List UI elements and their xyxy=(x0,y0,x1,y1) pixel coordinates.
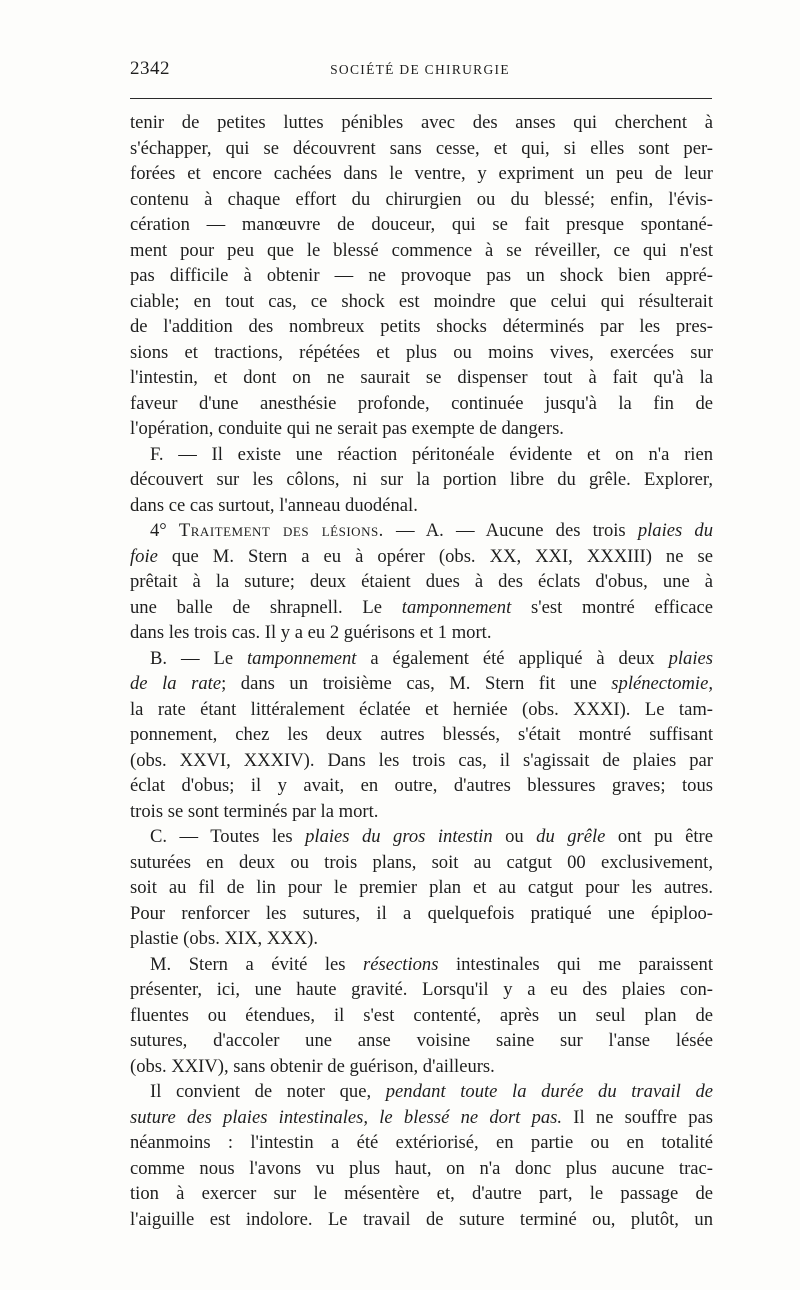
paragraph-convient xyxy=(130,1079,713,1232)
text-line: présenter, ici, une haute gravité. Lorsqu'il y a eu des plaies con- xyxy=(130,979,713,1000)
text-line: prêtait à la suture; deux étaient dues à des éclats d'obus, une à xyxy=(130,571,713,592)
inline-text: s'est montré efficace xyxy=(511,596,713,618)
text-line: cération — manœuvre de douceur, qui se fait presque spontané- xyxy=(130,214,713,235)
emphasis: suture des plaies intestinales, le blessé ne dort pas. xyxy=(130,1106,563,1128)
emphasis: plaies xyxy=(668,647,713,669)
text-line xyxy=(130,646,713,672)
text-line: l'opération, conduite qui ne serait pas exempte de dangers. xyxy=(130,418,564,439)
emphasis: résections xyxy=(363,953,439,975)
text-line: sutures, d'accoler une anse voisine saine sur l'anse lésée xyxy=(130,1030,713,1051)
text-line: dans les trois cas. Il y a eu 2 guérisons et 1 mort. xyxy=(130,622,492,643)
inline-text: B. — Le xyxy=(150,647,247,669)
text-line: de l'addition des nombreux petits shocks déterminés par les pres- xyxy=(130,316,713,337)
section-title: Traitement des lésions. xyxy=(178,520,384,541)
inline-text: une balle de shrapnell. Le xyxy=(130,596,402,618)
text-line xyxy=(130,544,713,570)
section-number: 4° xyxy=(150,520,167,541)
text-line: néanmoins : l'intestin a été extériorisé, en partie ou en totalité xyxy=(130,1132,713,1153)
body-text xyxy=(130,110,713,1232)
text-line xyxy=(130,824,713,850)
text-line: plastie (obs. XIX, XXX). xyxy=(130,928,318,949)
emphasis: tamponnement xyxy=(246,647,357,669)
paragraph-c xyxy=(130,824,713,952)
text-line: l'intestin, et dont on ne saurait se dispenser tout à fait qu'à la xyxy=(130,367,713,388)
paragraph-f xyxy=(130,442,713,519)
text-line xyxy=(130,1079,713,1105)
page-number: 2342 xyxy=(130,58,170,79)
text-line: fluentes ou étendues, il s'est contenté, après un seul plan de xyxy=(130,1004,713,1026)
text-line: ment pour peu que le blessé commence à se réveiller, ce qui n'est xyxy=(130,239,713,261)
text-line: la rate étant littéralement éclatée et herniée (obs. XXXI). Le tam- xyxy=(130,698,713,720)
paragraph-1 xyxy=(130,110,713,442)
text-line: pas difficile à obtenir — ne provoque pas un shock bien appré- xyxy=(130,265,713,286)
text-line: ciable; en tout cas, ce shock est moindre que celui qui résulterait xyxy=(130,290,713,312)
text-line: découvert sur les côlons, ni sur la portion libre du grêle. Explorer, xyxy=(130,469,713,490)
text-line: comme nous l'avons vu plus haut, on n'a donc plus aucune trac- xyxy=(130,1157,713,1179)
inline-text: a également été appliqué à deux xyxy=(356,647,669,669)
text-line: suturées en deux ou trois plans, soit au catgut 00 exclusivement, xyxy=(130,851,713,873)
inline-text: ont pu être xyxy=(605,826,713,847)
text-line: (obs. XXVI, XXXIV). Dans les trois cas, il s'agissait de plaies par xyxy=(130,749,713,771)
text-line: Pour renforcer les sutures, il a quelquefois pratiqué une épiploo- xyxy=(130,902,713,924)
text-line: soit au fil de lin pour le premier plan et au catgut pour les autres. xyxy=(130,877,713,898)
emphasis: pendant toute la durée du travail de xyxy=(385,1081,714,1102)
paragraph-b xyxy=(130,646,713,825)
text-line: forées et encore cachées dans le ventre, y expriment un peu de leur xyxy=(130,163,713,184)
text-line xyxy=(130,952,713,978)
text-line: contenu à chaque effort du chirurgien ou du blessé; enfin, l'évis- xyxy=(130,188,713,210)
text-line: faveur d'une anesthésie profonde, continuée jusqu'à la fin de xyxy=(130,392,713,414)
emphasis: tamponnement xyxy=(401,596,512,618)
text-line: tion à exercer sur le mésentère et, d'autre part, le passage de xyxy=(130,1183,713,1204)
emphasis: foie xyxy=(130,545,158,567)
text-line: éclat d'obus; il y avait, en outre, d'autres blessures graves; tous xyxy=(130,775,713,796)
text-line: F. — Il existe une réaction péritonéale évidente et on n'a rien xyxy=(150,443,713,465)
emphasis: plaies du gros intestin xyxy=(305,826,493,847)
inline-text: Il ne souffre pas xyxy=(562,1106,713,1128)
text-line: sions et tractions, répétées et plus ou moins vives, exercées sur xyxy=(130,341,713,363)
inline-text: Il convient de noter que, xyxy=(150,1081,386,1102)
running-head: SOCIÉTÉ DE CHIRURGIE xyxy=(330,62,510,77)
text-line: tenir de petites luttes pénibles avec des anses qui cherchent à xyxy=(130,112,713,133)
text-line xyxy=(130,595,713,621)
header-rule xyxy=(130,98,712,99)
emphasis: splénectomie, xyxy=(611,673,713,694)
text-line: ponnement, chez les deux autres blessés, s'était montré suffisant xyxy=(130,724,713,745)
text-line xyxy=(130,671,713,697)
inline-text: — A. — Aucune des trois xyxy=(383,520,638,541)
emphasis: de la rate xyxy=(130,673,222,694)
text-line: trois se sont terminés par la mort. xyxy=(130,800,379,822)
page-header xyxy=(130,58,710,86)
inline-text: que M. Stern a eu à opérer (obs. XX, XXI, XXXIII) ne se xyxy=(157,545,713,567)
emphasis: plaies du xyxy=(637,520,713,541)
text-line: dans ce cas surtout, l'anneau duodénal. xyxy=(130,494,418,516)
inline-text: ; dans un troisième cas, M. Stern fit une xyxy=(221,673,612,694)
paragraph-resections xyxy=(130,952,713,1080)
text-line xyxy=(130,1105,713,1131)
text-line: s'échapper, qui se découvrent sans cesse, et qui, si elles sont per- xyxy=(130,137,713,159)
emphasis: du grêle xyxy=(536,826,606,847)
text-line: l'aiguille est indolore. Le travail de suture terminé ou, plutôt, un xyxy=(130,1208,713,1230)
text-line xyxy=(130,518,713,544)
inline-text: ou xyxy=(492,826,537,847)
inline-text: C. — Toutes les xyxy=(150,826,306,847)
paragraph-traitement xyxy=(130,518,713,646)
text-line: (obs. XXIV), sans obtenir de guérison, d'ailleurs. xyxy=(130,1055,495,1077)
inline-text: M. Stern a évité les xyxy=(150,953,364,975)
inline-text: intestinales qui me paraissent xyxy=(438,953,713,975)
